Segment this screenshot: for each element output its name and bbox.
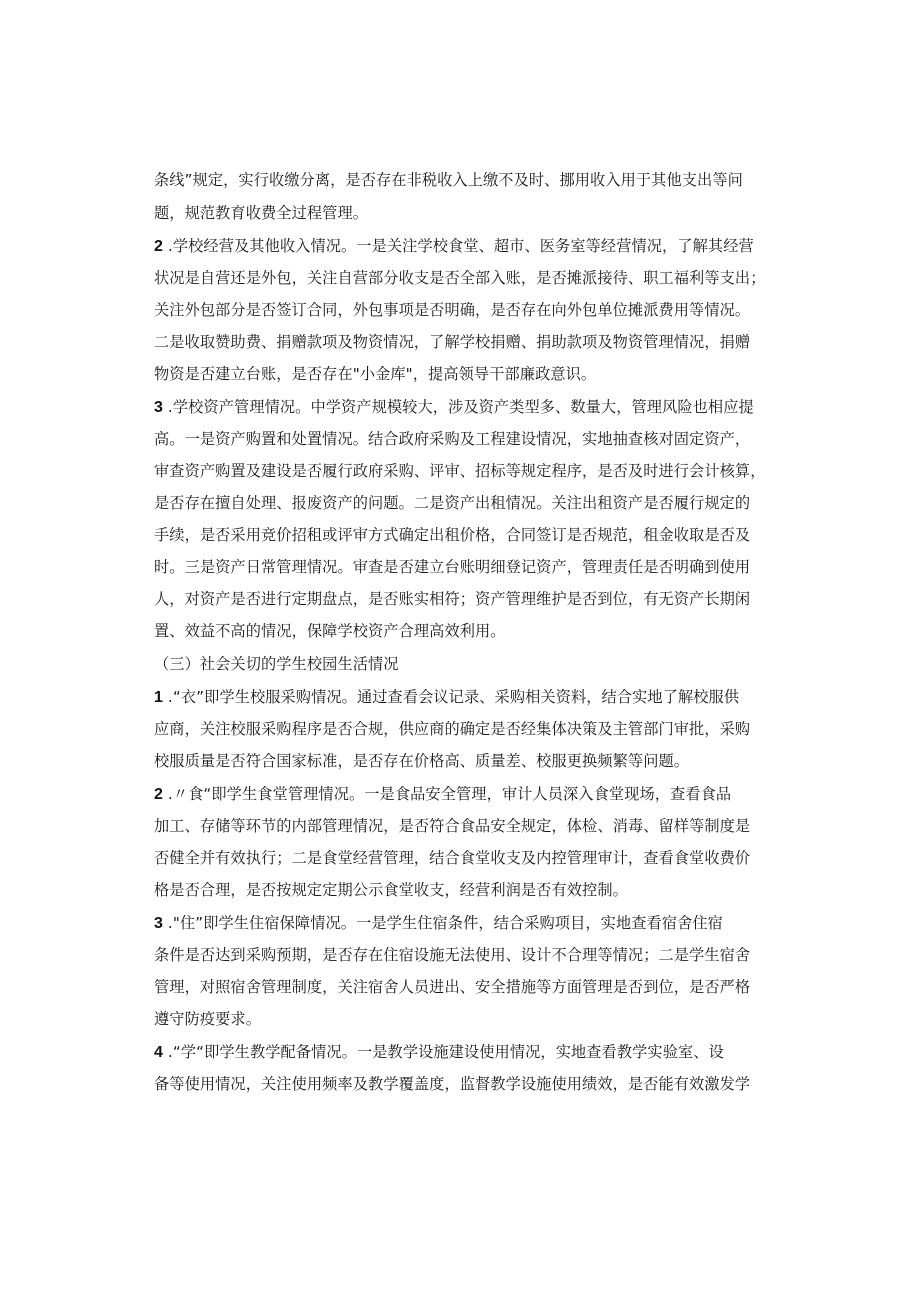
text-line: 时。三是资产日常管理情况。审查是否建立台账明细登记资产，管理责任是否明确到使用 (154, 558, 751, 576)
text-line: 手续，是否采用竞价招租或评审方式确定出租价格，合同签订是否规范，租金收取是否及 (154, 526, 751, 544)
item-number: 3 (154, 915, 163, 932)
item-text: .“衣”即学生校服采购情况。通过查看会议记录、采购相关资料，结合实地了解校服供 (163, 688, 740, 706)
text-line: 高。一是资产购置和处置情况。结合政府采购及工程建设情况，实地抽查核对固定资产， (154, 430, 751, 448)
text-line: 管理，对照宿舍管理制度，关注宿舍人员进出、安全措施等方面管理是否到位，是否严格 (154, 978, 751, 996)
text-line: 加工、存储等环节的内部管理情况，是否符合食品安全规定，体检、消毒、留样等制度是 (154, 817, 751, 835)
numbered-item-line (154, 1042, 724, 1063)
item-number: 3 (154, 399, 163, 416)
text-line: 状况是自营还是外包，关注自营部分收支是否全部入账，是否摊派接待、职工福利等支出； (154, 269, 766, 287)
numbered-item-line (154, 913, 723, 934)
text-line: 关注外包部分是否签订合同，外包事项是否明确，是否存在向外包单位摊派费用等情况。 (154, 301, 751, 319)
item-text: .学校经营及其他收入情况。一是关注学校食堂、超市、医务室等经营情况，了解其经营 (163, 237, 754, 255)
text-line: 置、效益不高的情况，保障学校资产合理高效利用。 (154, 622, 506, 640)
text-line: 应商，关注校服采购程序是否合规，供应商的确定是否经集体决策及主管部门审批，采购 (154, 720, 751, 738)
item-number: 2 (154, 238, 163, 255)
text-line: 备等使用情况，关注使用频率及教学覆盖度，监督教学设施使用绩效，是否能有效激发学 (154, 1075, 751, 1093)
item-text: .“学“即学生教学配备情况。一是教学设施建设使用情况，实地查看教学实验室、设 (163, 1043, 724, 1061)
numbered-item-line (154, 397, 754, 418)
numbered-item-line (154, 687, 739, 708)
item-number: 1 (154, 689, 163, 706)
section-heading: （三）社会关切的学生校园生活情况 (154, 655, 399, 673)
text-line: 条件是否达到采购预期，是否存在住宿设施无法使用、设计不合理等情况；二是学生宿舍 (154, 946, 751, 964)
item-text: ."住”即学生住宿保障情况。一是学生住宿条件，结合采购项目，实地查看宿舍住宿 (163, 914, 723, 932)
text-line: 格是否合理，是否按规定定期公示食堂收支，经营利润是否有效控制。 (154, 881, 628, 899)
text-line: 否健全并有效执行；二是食堂经营管理，结合食堂收支及内控管理审计，查看食堂收费价 (154, 849, 751, 867)
text-line: 条线”规定，实行收缴分离，是否存在非税收入上缴不及时、挪用收入用于其他支出等问 (154, 171, 743, 189)
item-text: .学校资产管理情况。中学资产规模较大，涉及资产类型多、数量大，管理风险也相应提 (163, 398, 754, 416)
item-text: .〃食“即学生食堂管理情况。一是食品安全管理，审计人员深入食堂现场，查看食品 (163, 785, 732, 803)
text-line: 遵守防疫要求。 (154, 1010, 262, 1028)
text-line: 人，对资产是否进行定期盘点，是否账实相符；资产管理维护是否到位，有无资产长期闲 (154, 590, 751, 608)
text-line: 二是收取赞助费、捐赠款项及物资情况，了解学校捐赠、捐助款项及物资管理情况，捐赠 (154, 333, 751, 351)
numbered-item-line (154, 236, 754, 257)
text-line: 校服质量是否符合国家标准，是否存在价格高、质量差、校服更换频繁等问题。 (154, 752, 690, 770)
text-line: 物资是否建立台账，是否存在"小金库"，提高领导干部廉政意识。 (154, 365, 597, 383)
item-number: 4 (154, 1044, 163, 1061)
text-line: 审查资产购置及建设是否履行政府采购、评审、招标等规定程序，是否及时进行会计核算， (154, 462, 766, 480)
item-number: 2 (154, 786, 163, 803)
text-line: 是否存在擅自处理、报废资产的问题。二是资产出租情况。关注出租资产是否履行规定的 (154, 494, 751, 512)
numbered-item-line (154, 784, 731, 805)
text-line: 题，规范教育收费全过程管理。 (154, 204, 369, 222)
